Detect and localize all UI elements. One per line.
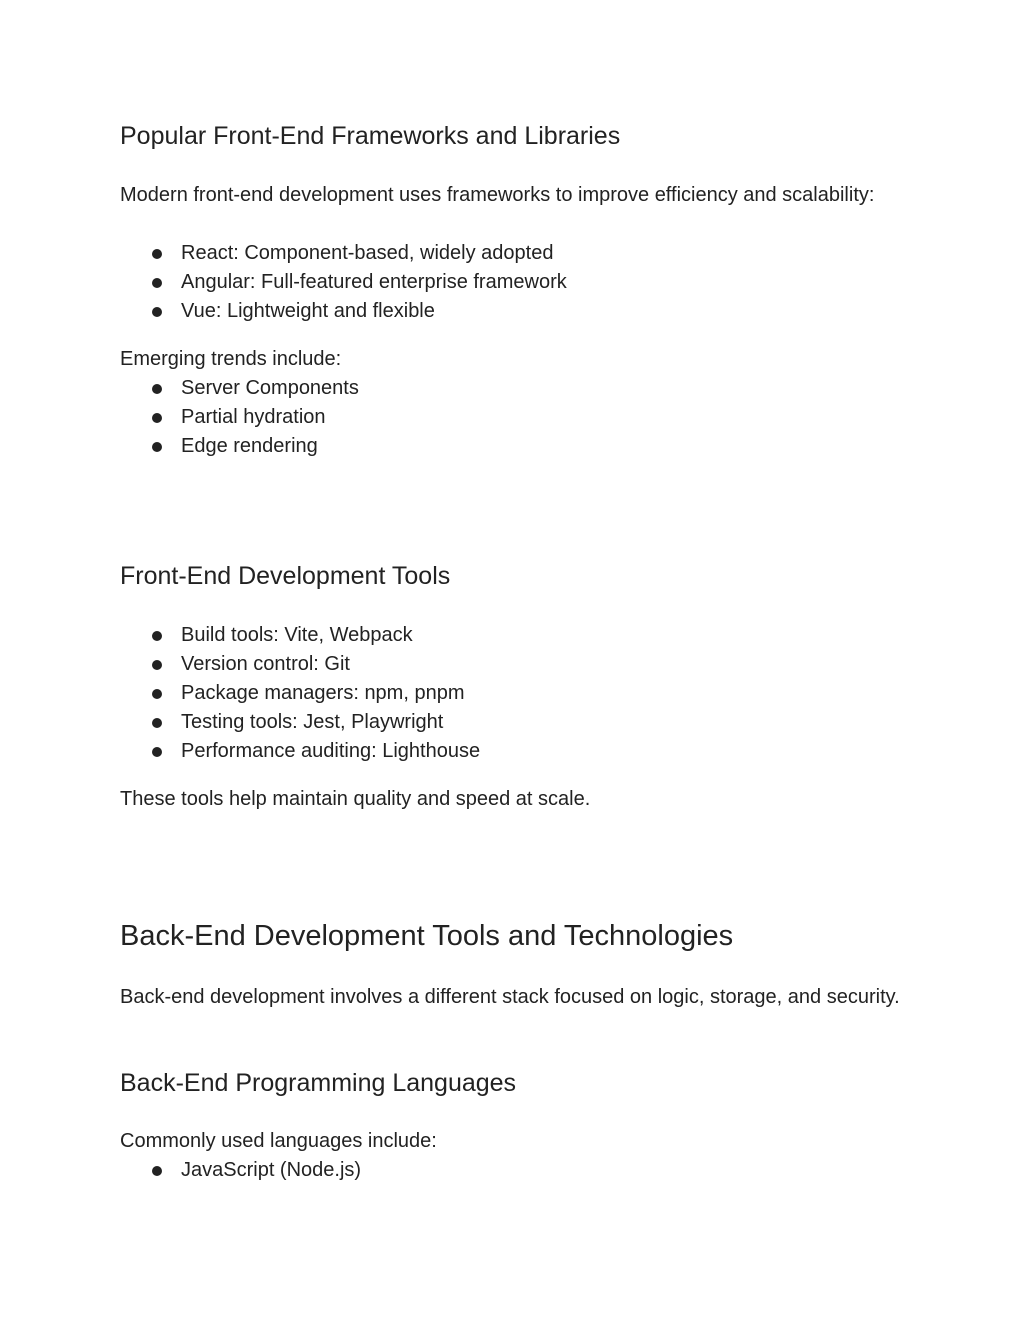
bullet-icon xyxy=(152,689,162,699)
trends-list xyxy=(120,374,910,461)
list-item: Partial hydration xyxy=(120,403,910,432)
trends-intro-paragraph: Emerging trends include: xyxy=(120,348,342,370)
bullet-icon xyxy=(152,1166,162,1176)
bullet-icon xyxy=(152,249,162,259)
list-item: Angular: Full-featured enterprise framework xyxy=(120,268,910,297)
list-item: Package managers: npm, pnpm xyxy=(120,679,910,708)
bullet-icon xyxy=(152,278,162,288)
bullet-icon xyxy=(152,413,162,423)
list-item: Performance auditing: Lighthouse xyxy=(120,737,910,766)
list-item: Edge rendering xyxy=(120,432,910,461)
tools-outro-paragraph: These tools help maintain quality and speed at scale. xyxy=(120,788,591,810)
list-item: Version control: Git xyxy=(120,650,910,679)
section-heading-backend: Back-End Development Tools and Technologies xyxy=(120,920,734,952)
backend-intro-paragraph: Back-end development involves a different stack focused on logic, storage, and security. xyxy=(120,986,900,1008)
subsection-heading-languages: Back-End Programming Languages xyxy=(120,1069,517,1097)
list-item: JavaScript (Node.js) xyxy=(120,1156,910,1185)
bullet-icon xyxy=(152,660,162,670)
bullet-icon xyxy=(152,384,162,394)
section-heading-tools: Front-End Development Tools xyxy=(120,562,451,590)
bullet-icon xyxy=(152,718,162,728)
languages-list xyxy=(120,1156,910,1185)
bullet-icon xyxy=(152,747,162,757)
bullet-icon xyxy=(152,307,162,317)
frameworks-intro-paragraph: Modern front-end development uses frameworks to improve efficiency and scalability: xyxy=(120,184,875,206)
frameworks-list xyxy=(120,239,910,326)
section-heading-frameworks: Popular Front-End Frameworks and Libraries xyxy=(120,122,621,150)
list-item: Server Components xyxy=(120,374,910,403)
bullet-icon xyxy=(152,631,162,641)
languages-intro-paragraph: Commonly used languages include: xyxy=(120,1130,437,1152)
list-item: Vue: Lightweight and flexible xyxy=(120,297,910,326)
list-item: React: Component-based, widely adopted xyxy=(120,239,910,268)
list-item: Testing tools: Jest, Playwright xyxy=(120,708,910,737)
tools-list xyxy=(120,621,910,766)
list-item: Build tools: Vite, Webpack xyxy=(120,621,910,650)
bullet-icon xyxy=(152,442,162,452)
